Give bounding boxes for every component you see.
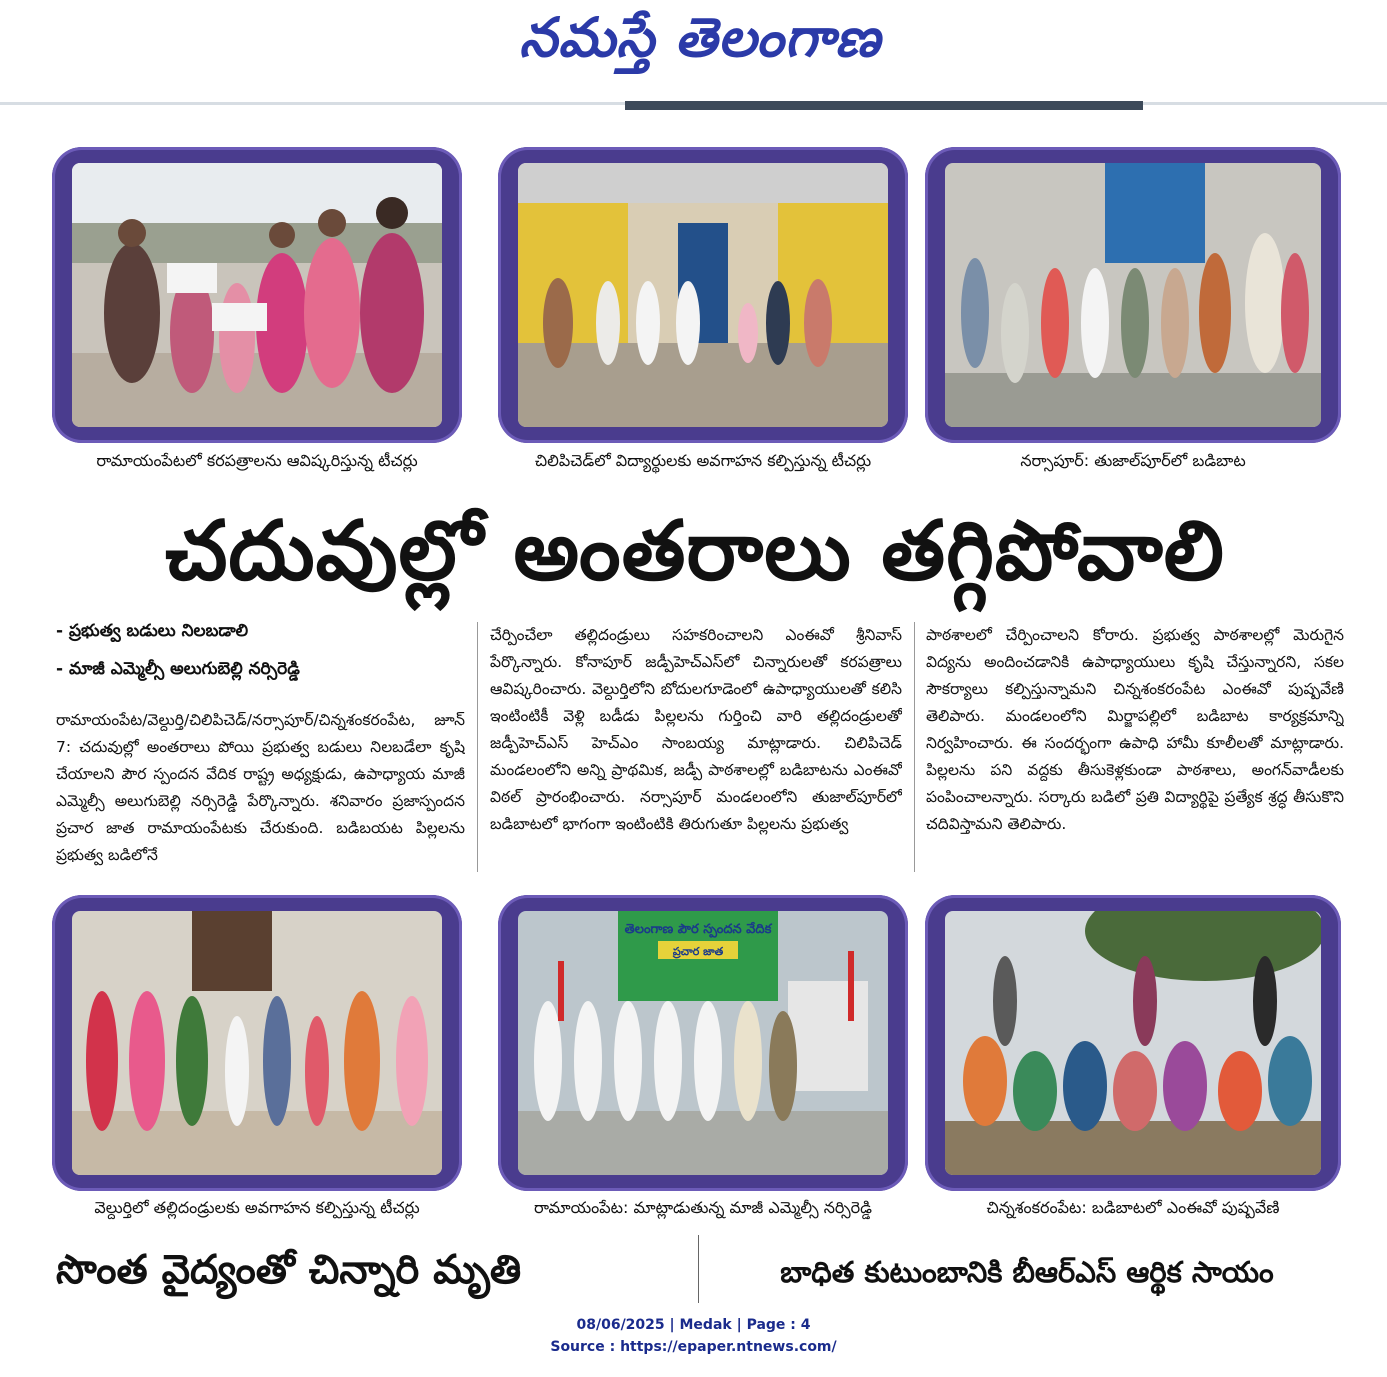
footer-source: Source : https://epaper.ntnews.com/ bbox=[550, 1339, 837, 1355]
newspaper-logo: నమస్తే తెలంగాణ bbox=[519, 6, 881, 69]
photo-tujalpur-badibata bbox=[945, 163, 1321, 427]
article-column-2: చేర్పించేలా తల్లిదండ్రులు సహకరించాలని ఎంఈవో శ్రీనివాస్ పేర్కొన్నారు. కోనాపూర్ జడ్పీహెచ్‌ఎస్‌లో చిన్నారులతో కరపత్రాలు ఆవిష్కరించారు. వెల్దుర్తిలోని బోదులగూడెంలో ఉపాధ్యాయులతో కలిసి ఇంటింటికీ వెళ్లి బడీడు పిల్లలను గుర్తించి వారి తల్లిదండ్రులతో జడ్పీహెచ్‌ఎస్ హెచ్‌ఎం సాంబయ్య మాట్లాడారు. చిలిపిచెడ్ మండలంలోని అన్ని ప్రాథమిక, జడ్పీ పాఠశాలల్లో బడిబాటను ఎంఈవో విఠల్ ప్రారంభించారు. నర్సాపూర్ మండలంలోని తుజాల్‌పూర్‌లో బడిబాటలో భాగంగా ఇంటింటికి తిరుగుతూ పిల్లలను ప్రభుత్వ bbox=[490, 626, 902, 833]
masthead-accent-bar bbox=[625, 101, 1143, 110]
masthead bbox=[0, 0, 1387, 110]
article-headline: చదువుల్లో అంతరాలు తగ్గిపోవాలి bbox=[165, 504, 1225, 599]
photo-caption: రామాయంపేట: మాట్లాడుతున్న మాజీ ఎమ్మెల్సీ నర్సిరెడ్డి bbox=[534, 1198, 872, 1217]
photo-frame-bottom-3 bbox=[925, 895, 1341, 1191]
column-divider bbox=[914, 622, 915, 872]
photo-frame-bottom-2 bbox=[498, 895, 908, 1191]
photo-caption: రామాయంపేటలో కరపత్రాలను ఆవిష్కరిస్తున్న టీచర్లు bbox=[96, 451, 418, 470]
photo-frame-bottom-1 bbox=[52, 895, 462, 1191]
photo-frame-top-1 bbox=[52, 147, 462, 443]
secondary-headline: బాధిత కుటుంబానికి బీఆర్‌ఎస్ ఆర్థిక సాయం bbox=[780, 1255, 1274, 1289]
photo-caption: నర్సాపూర్: తుజాల్‌పూర్‌లో బడిబాట bbox=[1020, 451, 1246, 470]
article-subhead: - మాజీ ఎమ్మెల్సీ అలుగుబెల్లి నర్సిరెడ్డి bbox=[56, 659, 300, 679]
banner-title: తెలంగాణ పౌర స్పందన వేదిక bbox=[624, 922, 772, 937]
photo-chinnashankarampet-workers bbox=[945, 911, 1321, 1175]
article-column-1: రామాయంపేట/వెల్దుర్తి/చిలిపిచెడ్/నర్సాపూర్/చిన్నశంకరంపేట, జూన్ 7: చదువుల్లో అంతరాలు పోయి ప్రభుత్వ బడులు నిలబడేలా కృషి చేయాలని పౌర స్పందన వేదిక రాష్ట్ర అధ్యక్షుడు, ఉపాధ్యాయ మాజీ ఎమ్మెల్సీ అలుగుబెల్లి నర్సిరెడ్డి పేర్కొన్నారు. శనివారం ప్రజాస్పందన ప్రచార జాత రామాయంపేటకు చేరుకుంది. బడిబయట పిల్లలను ప్రభుత్వ బడిలోనే bbox=[56, 711, 465, 864]
banner-subtitle: ప్రచార జాత bbox=[672, 945, 724, 958]
secondary-headline: సొంత వైద్యంతో చిన్నారి మృతి bbox=[56, 1247, 522, 1293]
photo-caption: చిన్నశంకరంపేట: బడిబాటలో ఎంఈవో పుష్పవేణి bbox=[986, 1198, 1280, 1217]
photo-ramayampet-speech bbox=[518, 911, 888, 1175]
photo-caption: చిలిపిచెడ్‌లో విద్యార్థులకు అవగాహన కల్పిస్తున్న టీచర్లు bbox=[534, 451, 872, 470]
photo-teachers-pamphlets bbox=[72, 163, 442, 427]
article-column-3: పాఠశాలలో చేర్పించాలని కోరారు. ప్రభుత్వ పాఠశాలల్లో మెరుగైన విద్యను అందించడానికి ఉపాధ్యాయులు కృషి చేస్తున్నారని, సకల సౌకర్యాలు కల్పిస్తున్నామని చిన్నశంకరంపేట ఎంఈవో పుష్పవేణి తెలిపారు. మండలంలోని మిర్జాపల్లిలో బడిబాట కార్యక్రమాన్ని నిర్వహించారు. ఈ సందర్భంగా ఉపాధి హామీ కూలీలతో మాట్లాడారు. పిల్లలను పని వద్దకు తీసుకెళ్లకుండా పాఠశాలు, అంగన్‌వాడీలకు పంపించాలన్నారు. సర్కారు బడిలో ప్రతి విద్యార్థిపై ప్రత్యేక శ్రద్ధ తీసుకొని చదివిస్తామని తెలిపారు. bbox=[926, 626, 1344, 833]
footer-date-edition: 08/06/2025 | Medak | Page : 4 bbox=[576, 1317, 811, 1333]
photo-veldurthi-parents bbox=[72, 911, 442, 1175]
photo-frame-top-2 bbox=[498, 147, 908, 443]
photo-frame-top-3 bbox=[925, 147, 1341, 443]
column-divider bbox=[477, 622, 478, 872]
headline-divider bbox=[698, 1235, 699, 1303]
photo-caption: వెల్దుర్తిలో తల్లిదండ్రులకు అవగాహన కల్పిస్తున్న టీచర్లు bbox=[94, 1198, 420, 1217]
article-subhead: - ప్రభుత్వ బడులు నిలబడాలి bbox=[56, 621, 249, 641]
photo-chilipiched-school bbox=[518, 163, 888, 427]
